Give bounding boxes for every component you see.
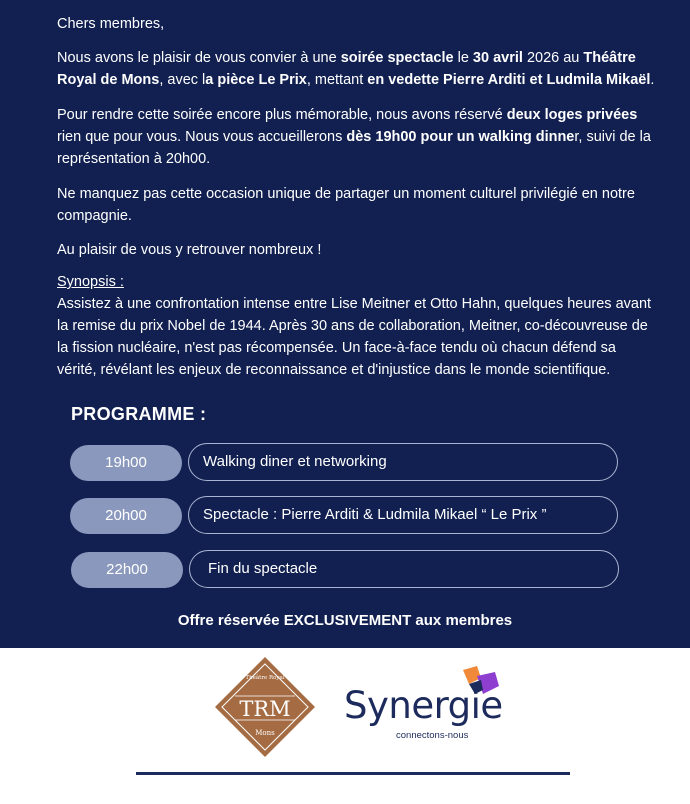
trm-city: Mons xyxy=(255,729,275,737)
text-run: rien que pour vous. Nous vous accueillerons xyxy=(57,129,347,145)
paragraph-loges xyxy=(57,104,657,170)
text-run: le xyxy=(453,50,473,66)
text-run: , mettant xyxy=(306,72,368,88)
text-run: dès 19h00 pour un walking dinne xyxy=(346,129,575,145)
programme-desc: Spectacle : Pierre Arditi & Ludmila Mikael “ Le Prix ” xyxy=(188,496,618,534)
text-run: r, suivi de la représentation à 20h00. xyxy=(57,129,651,167)
programme-title: PROGRAMME : xyxy=(71,404,207,424)
paragraph-intro xyxy=(57,47,657,91)
text-run: deux loges privées xyxy=(506,107,638,123)
text-run: 2026 au xyxy=(522,50,584,66)
synopsis-text: Assistez à une confrontation intense entre Lise Meitner et Otto Hahn, quelques heures avant la remise du prix Nobel de 1944. Après 30 ans de collaboration, Meitner, co-découvreuse de la fission nucléaire, n'est pas récompensée. Un face-à-face tendu où chacun défend sa vérité, révélant les enjeux de reconnaissance et d'injustice dans le monde scientifique. xyxy=(57,296,652,378)
greeting: Chers membres, xyxy=(57,16,165,32)
text-run: soirée spectacle xyxy=(340,50,454,66)
programme-desc: Walking diner et networking xyxy=(188,443,618,481)
synergie-logo xyxy=(340,662,510,752)
text-run: , avec l xyxy=(159,72,206,88)
text-run: Théâtre Royal de Mons xyxy=(57,50,636,88)
programme-row xyxy=(0,443,690,483)
synopsis-label: Synopsis : xyxy=(57,274,124,290)
synergie-wordmark: Synergie xyxy=(344,684,503,727)
text-run: . xyxy=(650,72,655,88)
text-run: Nous avons le plaisir de vous convier à une xyxy=(57,50,341,66)
programme-row xyxy=(0,550,690,590)
programme-time: 20h00 xyxy=(70,498,182,534)
synergie-tagline: connectons-nous xyxy=(396,730,469,741)
bottom-divider xyxy=(136,772,570,775)
programme-row xyxy=(0,496,690,536)
offer-banner: Offre réservée EXCLUSIVEMENT aux membres xyxy=(177,612,513,629)
text-run: 30 avril xyxy=(472,50,523,66)
synopsis xyxy=(57,271,657,381)
paragraph-closing: Au plaisir de vous y retrouver nombreux ! xyxy=(57,242,322,258)
trm-logo xyxy=(213,655,317,759)
programme-time: 19h00 xyxy=(70,445,182,481)
text-run: en vedette Pierre Arditi et Ludmila Mikaël xyxy=(367,72,651,88)
logos-footer xyxy=(0,648,690,804)
trm-initials: TRM xyxy=(239,697,291,721)
trm-top-text: Théâtre Royal xyxy=(245,675,285,681)
text-run: Pour rendre cette soirée encore plus mémorable, nous avons réservé xyxy=(57,107,507,123)
programme-time: 22h00 xyxy=(71,552,183,588)
programme-desc: Fin du spectacle xyxy=(189,550,619,588)
paragraph-occasion: Ne manquez pas cette occasion unique de partager un moment culturel privilégié en notre compagnie. xyxy=(57,186,635,224)
text-run: a pièce Le Prix xyxy=(205,72,307,88)
